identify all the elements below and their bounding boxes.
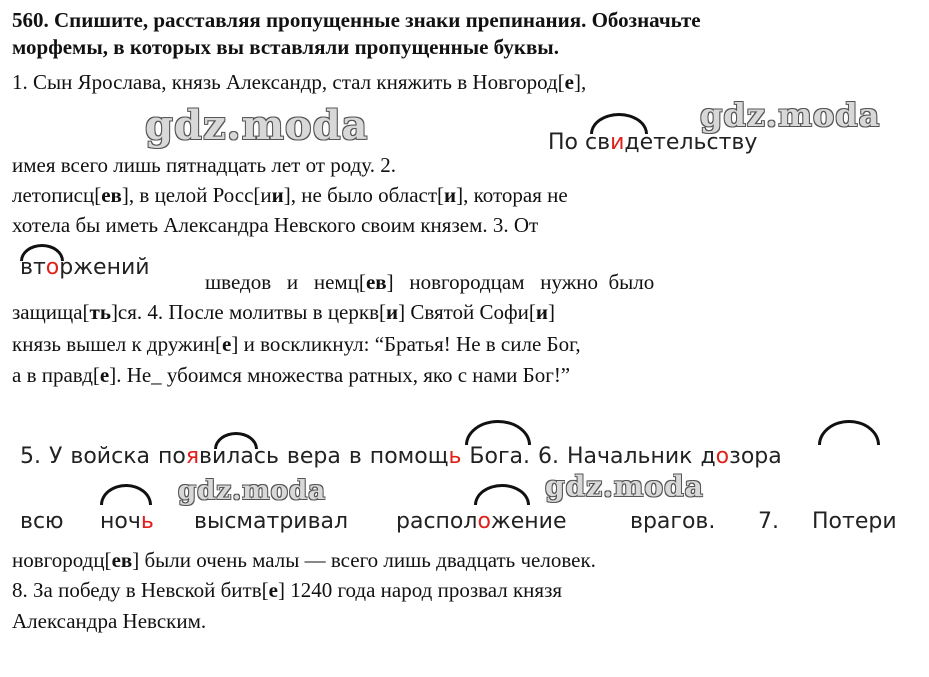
root-arc-dozor [818, 420, 880, 445]
watermark-1: gdz.moda [145, 102, 369, 149]
text-line-7: князь вышел к дружин[е] и воскликнул: “Братья! Не в силе Бог, [12, 332, 581, 356]
handwritten-line-6-g: Потери [812, 509, 897, 534]
text-line-9: новгородц[ев] были очень малы — всего лишь двадцать человек. [12, 548, 596, 572]
text-line-3: летописц[ев], в целой Росс[ии], не было област[и], которая не [12, 183, 568, 207]
text-line-2: имея всего лишь пятнадцать лет от роду. 2. [12, 153, 396, 177]
text-line-10: 8. За победу в Невской битв[е] 1240 года народ прозвал князя [12, 578, 563, 602]
handwritten-line-6-d: расположение [396, 509, 567, 534]
handwritten-line-6-b: ночь [100, 509, 154, 534]
text-line-8: а в правд[е]. Не_ убоимся множества ратных, яко с нами Бог!” [12, 363, 571, 387]
handwritten-line-6-f: 7. [758, 509, 779, 534]
handwritten-line-5: 5. У войска появилась вера в помощь Бога. 6. Начальник дозора [20, 444, 782, 469]
text-line-6: защища[ть]ся. 4. После молитвы в церкв[и] Святой Софи[и] [12, 300, 556, 324]
ending-arc-pomosch [465, 420, 531, 445]
root-arc-polozh [474, 484, 530, 505]
text-line-1: 1. Сын Ярослава, князь Александр, стал княжить в Новгород[е], [12, 70, 587, 94]
watermark-4: gdz.moda [545, 470, 704, 503]
exercise-heading-line-1: 560. Спишите, расставляя пропущенные знаки препинания. Обозначьте [12, 8, 701, 32]
handwritten-svidetelstvu: По свидетельству [548, 130, 758, 155]
handwritten-line-6-a: всю [20, 509, 64, 534]
handwritten-line-6-c: высматривал [194, 509, 349, 534]
ending-arc-noch [100, 484, 152, 505]
exercise-heading-line-2: морфемы, в которых вы вставляли пропущенные буквы. [12, 35, 559, 59]
watermark-2: gdz.moda [700, 96, 881, 134]
text-line-5: шведов и немц[ев] новгородцам нужно было [205, 270, 655, 294]
watermark-3: gdz.moda [178, 476, 327, 506]
handwritten-vtorzheniy: вторжений [20, 255, 150, 280]
text-line-11: Александра Невским. [12, 609, 207, 633]
text-line-4: хотела бы иметь Александра Невского своим князем. 3. От [12, 213, 539, 237]
handwritten-line-6-e: врагов. [630, 509, 716, 534]
